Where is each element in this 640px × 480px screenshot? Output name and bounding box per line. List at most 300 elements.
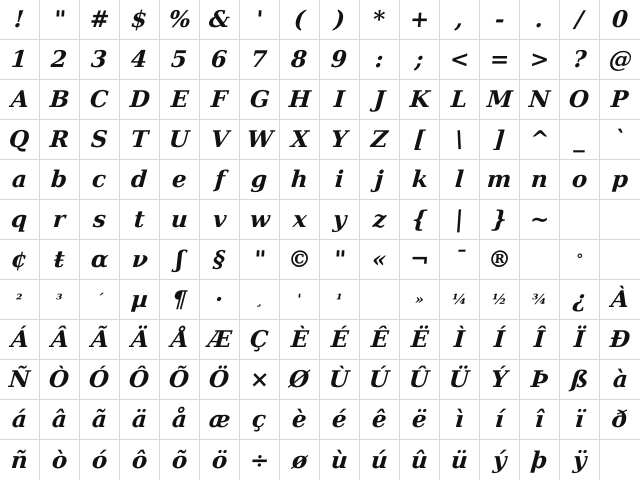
glyph-cell[interactable] [160, 0, 200, 40]
glyph-cell[interactable] [40, 240, 80, 280]
glyph-cell[interactable] [560, 40, 600, 80]
glyph-cell[interactable] [80, 120, 120, 160]
glyph-cell[interactable] [360, 280, 400, 320]
glyph-character: $ [130, 6, 149, 33]
glyph-cell[interactable] [360, 360, 400, 400]
glyph-character: Ü [448, 366, 471, 393]
glyph-cell[interactable] [200, 160, 240, 200]
glyph-cell[interactable] [400, 0, 440, 40]
glyph-character: í [494, 406, 505, 433]
glyph-character: - [493, 6, 506, 33]
glyph-cell[interactable] [360, 400, 400, 440]
glyph-character: @ [607, 46, 633, 73]
glyph-cell[interactable] [200, 440, 240, 480]
glyph-cell[interactable] [400, 320, 440, 360]
glyph-cell[interactable] [200, 120, 240, 160]
glyph-character: y [331, 206, 348, 233]
glyph-character: ï [574, 406, 585, 433]
glyph-cell[interactable] [80, 400, 120, 440]
glyph-character: Ä [129, 326, 150, 353]
glyph-cell[interactable] [160, 200, 200, 240]
glyph-character: 0 [611, 6, 629, 33]
glyph-character: È [289, 326, 310, 353]
glyph-cell[interactable] [440, 120, 480, 160]
glyph-character: I [333, 86, 346, 113]
glyph-cell[interactable] [200, 240, 240, 280]
glyph-character: » [414, 291, 425, 308]
glyph-character: û [410, 446, 429, 474]
glyph-cell[interactable] [440, 0, 480, 40]
glyph-cell[interactable] [440, 80, 480, 120]
glyph-cell[interactable] [400, 80, 440, 120]
glyph-cell[interactable] [600, 80, 640, 120]
glyph-character: ¿ [571, 286, 588, 313]
glyph-cell[interactable] [280, 120, 320, 160]
glyph-cell[interactable] [320, 0, 360, 40]
glyph-cell[interactable] [120, 120, 160, 160]
glyph-cell[interactable] [80, 240, 120, 280]
glyph-cell[interactable] [560, 200, 600, 240]
glyph-cell[interactable] [320, 360, 360, 400]
glyph-cell[interactable] [400, 400, 440, 440]
glyph-cell[interactable] [560, 280, 600, 320]
glyph-character: ù [330, 446, 349, 474]
glyph-cell[interactable] [0, 440, 40, 480]
glyph-cell[interactable] [160, 80, 200, 120]
glyph-character: " [52, 6, 67, 33]
glyph-character: n [530, 166, 549, 193]
glyph-character: æ [207, 406, 232, 433]
glyph-cell[interactable] [80, 200, 120, 240]
glyph-character: ß [569, 366, 590, 393]
glyph-cell[interactable] [200, 0, 240, 40]
glyph-cell[interactable] [120, 0, 160, 40]
glyph-cell[interactable] [600, 200, 640, 240]
glyph-cell[interactable] [120, 80, 160, 120]
glyph-cell[interactable] [400, 120, 440, 160]
glyph-cell[interactable] [400, 360, 440, 400]
glyph-cell[interactable] [240, 120, 280, 160]
glyph-cell[interactable] [600, 320, 640, 360]
glyph-cell[interactable] [480, 120, 520, 160]
glyph-cell[interactable] [200, 320, 240, 360]
glyph-cell[interactable] [200, 280, 240, 320]
glyph-character: â [51, 406, 68, 433]
glyph-cell[interactable] [360, 40, 400, 80]
glyph-cell[interactable] [240, 280, 280, 320]
glyph-character: Ï [573, 326, 586, 353]
glyph-character: î [534, 406, 545, 433]
glyph-cell[interactable] [80, 360, 120, 400]
glyph-character: å [171, 406, 188, 433]
glyph-character: ( [293, 6, 306, 33]
glyph-cell[interactable] [400, 160, 440, 200]
glyph-cell[interactable] [160, 40, 200, 80]
glyph-cell[interactable] [560, 360, 600, 400]
glyph-character: ʃ [174, 246, 185, 273]
glyph-character: ü [450, 446, 469, 474]
glyph-cell[interactable] [0, 120, 40, 160]
glyph-character: Ã [89, 326, 110, 353]
glyph-cell[interactable] [480, 160, 520, 200]
glyph-character: ® [487, 246, 512, 273]
glyph-cell[interactable] [480, 80, 520, 120]
glyph-cell[interactable] [320, 40, 360, 80]
glyph-cell[interactable] [280, 440, 320, 480]
glyph-cell[interactable] [200, 200, 240, 240]
glyph-character: " [252, 246, 267, 273]
glyph-character: Ì [453, 326, 466, 353]
glyph-character: 2 [50, 46, 69, 73]
glyph-cell[interactable] [440, 40, 480, 80]
glyph-cell[interactable] [600, 40, 640, 80]
glyph-cell[interactable] [200, 360, 240, 400]
glyph-cell[interactable] [40, 40, 80, 80]
glyph-character: g [250, 166, 269, 193]
glyph-cell[interactable] [280, 80, 320, 120]
glyph-character: ð [611, 406, 629, 433]
glyph-cell[interactable] [440, 280, 480, 320]
glyph-cell[interactable] [520, 80, 560, 120]
glyph-cell[interactable] [200, 40, 240, 80]
glyph-character: X [289, 126, 310, 153]
glyph-cell[interactable] [400, 240, 440, 280]
glyph-cell[interactable] [520, 160, 560, 200]
glyph-cell[interactable] [0, 160, 40, 200]
glyph-cell[interactable] [360, 0, 400, 40]
glyph-cell[interactable] [600, 360, 640, 400]
glyph-character: « [371, 246, 388, 273]
glyph-cell[interactable] [120, 320, 160, 360]
glyph-cell[interactable] [240, 440, 280, 480]
glyph-cell[interactable] [200, 400, 240, 440]
glyph-character: p [611, 166, 629, 193]
glyph-character: ] [493, 126, 506, 153]
glyph-character: k [410, 166, 429, 193]
glyph-character: Æ [206, 326, 233, 353]
glyph-character: & [208, 6, 231, 33]
glyph-character: ² [15, 291, 24, 308]
glyph-cell[interactable] [240, 360, 280, 400]
glyph-character: x [291, 206, 308, 233]
glyph-cell[interactable] [40, 120, 80, 160]
glyph-character: Ú [368, 366, 391, 393]
glyph-character: ç [251, 406, 268, 433]
glyph-character: G [248, 86, 271, 113]
glyph-character: Û [408, 366, 431, 393]
glyph-character: [ [413, 126, 426, 153]
glyph-character: Ð [608, 326, 631, 353]
glyph-cell[interactable] [240, 400, 280, 440]
glyph-cell[interactable] [80, 40, 120, 80]
glyph-cell[interactable] [600, 0, 640, 40]
glyph-character: Í [493, 326, 506, 353]
glyph-cell[interactable] [480, 200, 520, 240]
glyph-cell[interactable] [120, 40, 160, 80]
glyph-character: ' [296, 291, 303, 308]
glyph-character: j [374, 166, 385, 193]
glyph-cell[interactable] [160, 360, 200, 400]
glyph-character: Þ [529, 366, 550, 393]
glyph-cell[interactable] [120, 280, 160, 320]
glyph-cell[interactable] [360, 240, 400, 280]
glyph-cell[interactable] [40, 200, 80, 240]
glyph-cell[interactable] [240, 40, 280, 80]
glyph-cell[interactable] [600, 440, 640, 480]
glyph-cell[interactable] [600, 120, 640, 160]
glyph-character: à [611, 366, 629, 393]
glyph-cell[interactable] [280, 280, 320, 320]
glyph-cell[interactable] [400, 280, 440, 320]
glyph-character: J [373, 86, 386, 113]
glyph-cell[interactable] [80, 160, 120, 200]
glyph-character: t [133, 206, 146, 233]
glyph-character: B [48, 86, 71, 113]
glyph-character: = [488, 46, 511, 73]
glyph-cell[interactable] [480, 280, 520, 320]
glyph-cell[interactable] [120, 400, 160, 440]
glyph-cell[interactable] [0, 40, 40, 80]
glyph-character: ¾ [531, 291, 548, 308]
glyph-cell[interactable] [0, 240, 40, 280]
glyph-cell[interactable] [520, 400, 560, 440]
glyph-character: ã [91, 406, 108, 433]
glyph-cell[interactable] [120, 200, 160, 240]
glyph-cell[interactable] [80, 80, 120, 120]
glyph-cell[interactable] [0, 320, 40, 360]
glyph-character: / [574, 6, 585, 33]
glyph-cell[interactable] [0, 360, 40, 400]
glyph-character: < [448, 46, 471, 73]
glyph-cell[interactable] [280, 200, 320, 240]
glyph-cell[interactable] [520, 120, 560, 160]
glyph-character: * [372, 6, 387, 33]
glyph-cell[interactable] [520, 40, 560, 80]
glyph-character: Ê [369, 326, 390, 353]
glyph-cell[interactable] [40, 280, 80, 320]
glyph-cell[interactable] [160, 160, 200, 200]
glyph-cell[interactable] [360, 120, 400, 160]
glyph-character: ý [491, 446, 508, 474]
glyph-cell[interactable] [160, 280, 200, 320]
glyph-character: · [214, 286, 225, 313]
glyph-cell[interactable] [0, 0, 40, 40]
glyph-character: × [248, 366, 271, 393]
glyph-character: ÷ [248, 446, 271, 474]
glyph-cell[interactable] [120, 440, 160, 480]
glyph-cell[interactable] [400, 40, 440, 80]
glyph-character: P [610, 86, 630, 113]
glyph-cell[interactable] [560, 440, 600, 480]
glyph-cell[interactable] [320, 400, 360, 440]
glyph-cell[interactable] [280, 160, 320, 200]
glyph-character: ν [130, 246, 149, 273]
glyph-cell[interactable] [320, 120, 360, 160]
glyph-cell[interactable] [360, 200, 400, 240]
glyph-cell[interactable] [480, 440, 520, 480]
glyph-cell[interactable] [440, 200, 480, 240]
glyph-cell[interactable] [120, 160, 160, 200]
glyph-cell[interactable] [520, 0, 560, 40]
glyph-cell[interactable] [80, 280, 120, 320]
glyph-cell[interactable] [160, 320, 200, 360]
glyph-cell[interactable] [160, 440, 200, 480]
glyph-cell[interactable] [280, 320, 320, 360]
glyph-cell[interactable] [520, 360, 560, 400]
glyph-cell[interactable] [80, 0, 120, 40]
glyph-character: 1 [10, 46, 29, 73]
glyph-cell[interactable] [320, 280, 360, 320]
glyph-cell[interactable] [440, 440, 480, 480]
glyph-cell[interactable] [320, 440, 360, 480]
glyph-cell[interactable] [600, 240, 640, 280]
glyph-cell[interactable] [40, 440, 80, 480]
glyph-cell[interactable] [160, 120, 200, 160]
glyph-character: a [11, 166, 28, 193]
glyph-cell[interactable] [440, 320, 480, 360]
glyph-cell[interactable] [200, 80, 240, 120]
glyph-cell[interactable] [240, 160, 280, 200]
glyph-cell[interactable] [40, 0, 80, 40]
glyph-cell[interactable] [440, 160, 480, 200]
glyph-cell[interactable] [560, 320, 600, 360]
glyph-cell[interactable] [280, 360, 320, 400]
glyph-cell[interactable] [480, 360, 520, 400]
glyph-cell[interactable] [40, 160, 80, 200]
glyph-character: ÿ [571, 446, 588, 474]
glyph-cell[interactable] [520, 200, 560, 240]
glyph-cell[interactable] [360, 440, 400, 480]
glyph-character: E [169, 86, 190, 113]
glyph-character: Ò [48, 366, 71, 393]
glyph-cell[interactable] [40, 400, 80, 440]
glyph-cell[interactable] [320, 80, 360, 120]
glyph-cell[interactable] [440, 240, 480, 280]
glyph-cell[interactable] [560, 0, 600, 40]
glyph-character: ~ [528, 206, 551, 233]
glyph-cell[interactable] [40, 80, 80, 120]
glyph-cell[interactable] [600, 160, 640, 200]
glyph-character: ú [370, 446, 389, 474]
glyph-cell[interactable] [280, 400, 320, 440]
glyph-character: § [212, 246, 227, 273]
glyph-cell[interactable] [480, 240, 520, 280]
glyph-cell[interactable] [360, 160, 400, 200]
glyph-character: 7 [250, 46, 269, 73]
glyph-character: ò [50, 446, 69, 474]
glyph-cell[interactable] [520, 320, 560, 360]
glyph-cell[interactable] [240, 320, 280, 360]
glyph-cell[interactable] [0, 80, 40, 120]
glyph-character: C [89, 86, 110, 113]
glyph-cell[interactable] [240, 240, 280, 280]
glyph-cell[interactable] [120, 240, 160, 280]
glyph-cell[interactable] [0, 200, 40, 240]
glyph-cell[interactable] [240, 0, 280, 40]
glyph-character: A [9, 86, 30, 113]
glyph-character: h [290, 166, 309, 193]
glyph-cell[interactable] [40, 360, 80, 400]
glyph-character: 9 [330, 46, 349, 73]
glyph-character: ¢ [10, 246, 29, 273]
glyph-character: Ø [288, 366, 311, 393]
glyph-character: { [411, 206, 428, 233]
glyph-cell[interactable] [160, 400, 200, 440]
glyph-character: , [454, 6, 465, 33]
glyph-cell[interactable] [40, 320, 80, 360]
glyph-character: e [171, 166, 188, 193]
glyph-cell[interactable] [0, 280, 40, 320]
glyph-character: W [245, 126, 274, 153]
glyph-cell[interactable] [320, 160, 360, 200]
glyph-character: ô [130, 446, 149, 474]
glyph-cell[interactable] [440, 400, 480, 440]
glyph-cell[interactable] [600, 280, 640, 320]
glyph-cell[interactable] [80, 440, 120, 480]
glyph-character: T [129, 126, 150, 153]
glyph-cell[interactable] [80, 320, 120, 360]
glyph-character: } [491, 206, 508, 233]
glyph-cell[interactable] [280, 240, 320, 280]
glyph-character: + [408, 6, 431, 33]
glyph-cell[interactable] [280, 0, 320, 40]
glyph-cell[interactable] [320, 320, 360, 360]
glyph-character: 3 [90, 46, 109, 73]
glyph-cell[interactable] [240, 200, 280, 240]
glyph-character: ° [575, 251, 584, 268]
glyph-cell[interactable] [440, 360, 480, 400]
glyph-cell[interactable] [360, 320, 400, 360]
glyph-cell[interactable] [520, 440, 560, 480]
glyph-cell[interactable] [560, 240, 600, 280]
glyph-character: ! [13, 6, 26, 33]
glyph-cell[interactable] [400, 200, 440, 240]
glyph-cell[interactable] [280, 40, 320, 80]
glyph-character: Î [533, 326, 546, 353]
glyph-character: ø [290, 446, 309, 474]
glyph-cell[interactable] [560, 400, 600, 440]
glyph-cell[interactable] [120, 360, 160, 400]
glyph-character: O [568, 86, 591, 113]
glyph-character: ö [210, 446, 229, 474]
glyph-cell[interactable] [600, 400, 640, 440]
glyph-cell[interactable] [240, 80, 280, 120]
glyph-cell[interactable] [560, 80, 600, 120]
glyph-cell[interactable] [0, 400, 40, 440]
glyph-cell[interactable] [520, 240, 560, 280]
glyph-cell[interactable] [320, 200, 360, 240]
glyph-cell[interactable] [560, 120, 600, 160]
glyph-cell[interactable] [480, 400, 520, 440]
glyph-cell[interactable] [400, 440, 440, 480]
glyph-cell[interactable] [480, 0, 520, 40]
glyph-cell[interactable] [520, 280, 560, 320]
glyph-cell[interactable] [560, 160, 600, 200]
glyph-cell[interactable] [320, 240, 360, 280]
glyph-character: L [450, 86, 469, 113]
glyph-character: d [130, 166, 149, 193]
glyph-cell[interactable] [360, 80, 400, 120]
glyph-cell[interactable] [480, 320, 520, 360]
glyph-character: Z [370, 126, 389, 153]
glyph-character: À [610, 286, 630, 313]
glyph-cell[interactable] [160, 240, 200, 280]
glyph-character: µ [130, 286, 149, 313]
glyph-character: ` [613, 126, 627, 153]
glyph-cell[interactable] [480, 40, 520, 80]
glyph-character: s [92, 206, 107, 233]
glyph-character: N [528, 86, 551, 113]
